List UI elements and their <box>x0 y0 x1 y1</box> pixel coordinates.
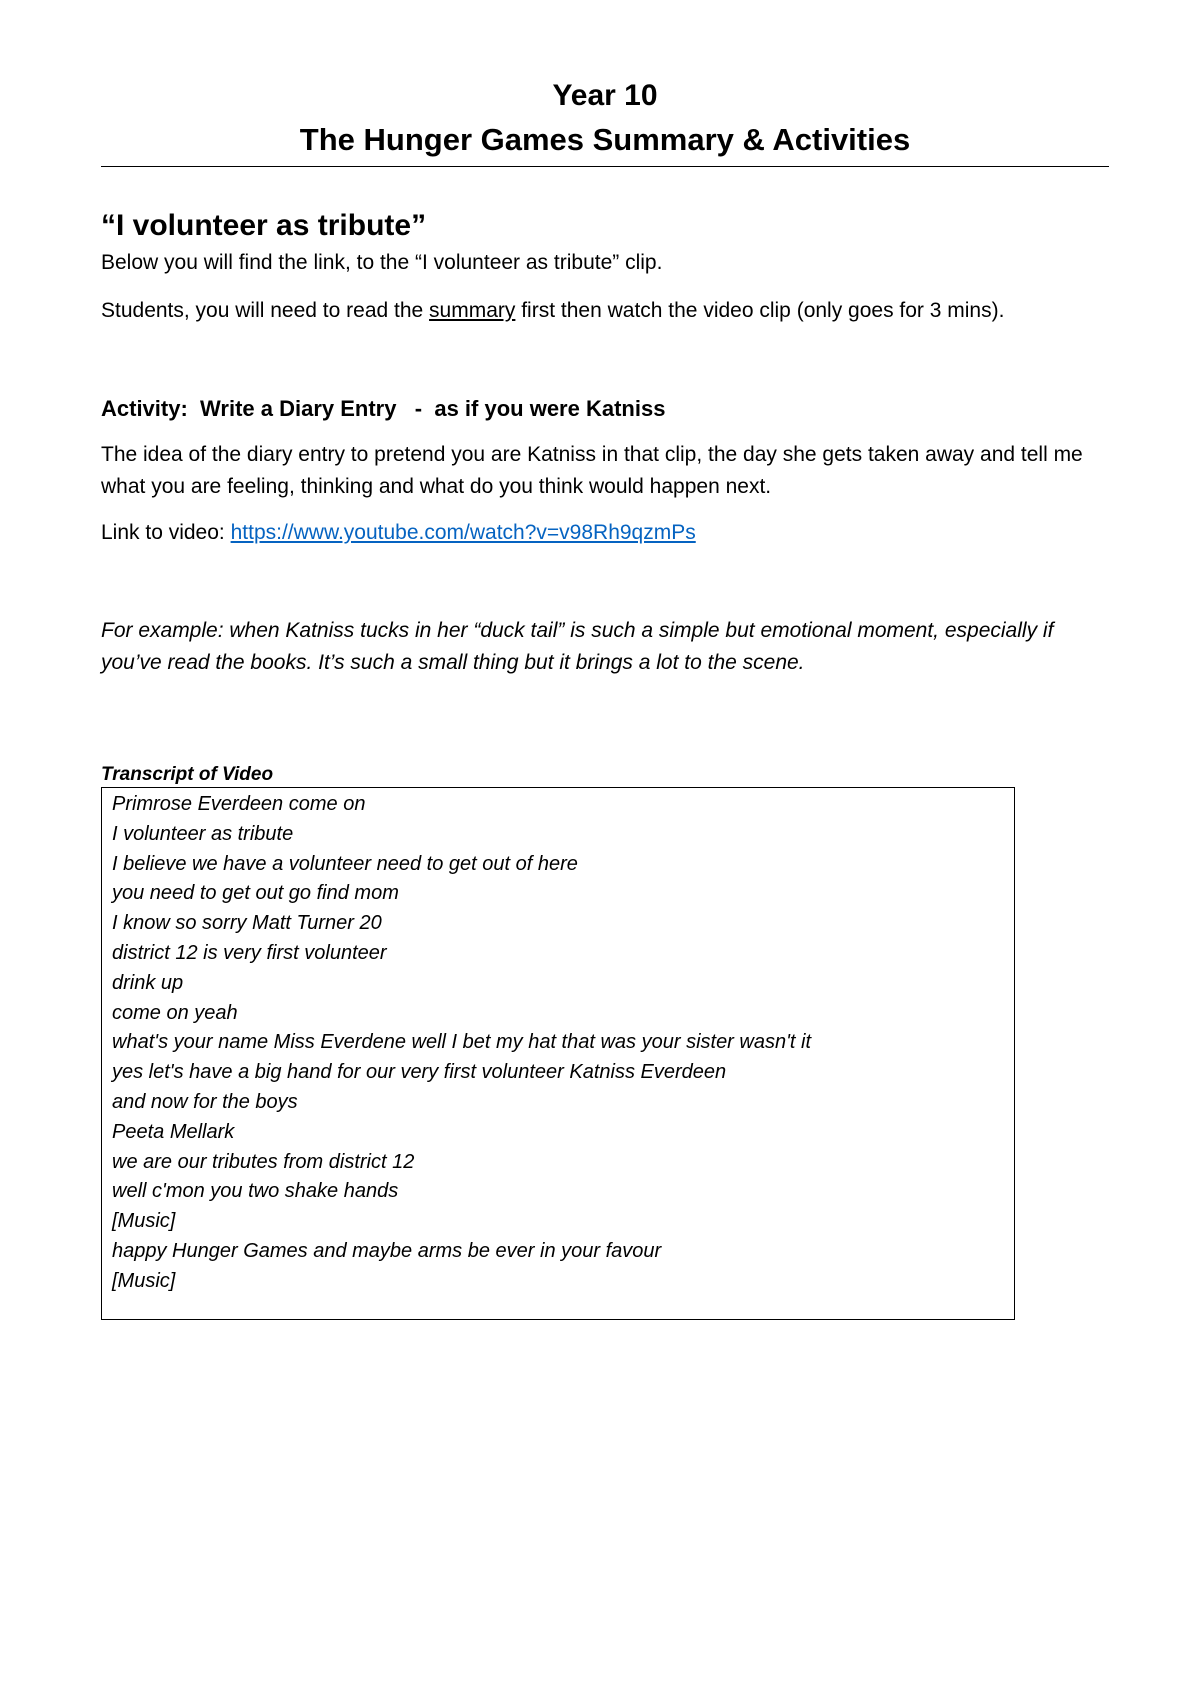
example-paragraph: For example: when Katniss tucks in her “duck tail” is such a simple but emotional moment, especially if you’ve read the books. It’s such a small thing but it brings a lot to the scene. <box>101 619 1054 674</box>
transcript-line: Primrose Everdeen come on <box>112 793 366 815</box>
transcript-line: happy Hunger Games and maybe arms be ever in your favour <box>112 1239 662 1262</box>
document-page <box>101 74 1109 1320</box>
year-heading: Year 10 <box>552 79 658 112</box>
document-title: The Hunger Games Summary & Activities <box>101 118 1109 167</box>
transcript-line: drink up <box>112 971 184 994</box>
transcript-line: I believe we have a volunteer need to get out of here <box>112 852 578 875</box>
transcript-line: and now for the boys <box>112 1090 298 1113</box>
transcript-line: you need to get out go find mom <box>112 882 399 905</box>
transcript-line: I volunteer as tribute <box>112 822 294 845</box>
video-link-line <box>101 517 1109 549</box>
section-heading-quote: “I volunteer as tribute” <box>101 209 427 242</box>
transcript-line: what's your name Miss Everdene well I bet my hat that was your sister wasn't it <box>112 1031 812 1054</box>
transcript-line: we are our tributes from district 12 <box>112 1150 415 1173</box>
transcript-line: yes let's have a big hand for our very first volunteer Katniss Everdeen <box>112 1061 727 1084</box>
transcript-line: district 12 is very first volunteer <box>112 941 387 964</box>
transcript-line: [Music] <box>112 1269 176 1292</box>
transcript-line: well c'mon you two shake hands <box>112 1180 399 1203</box>
video-link[interactable]: https://www.youtube.com/watch?v=v98Rh9qzmPs <box>230 521 696 544</box>
transcript-box <box>101 787 1015 1320</box>
activity-heading: Activity: Write a Diary Entry - as if you were Katniss <box>101 396 666 421</box>
video-link-label: Link to video: <box>101 521 231 544</box>
transcript-line: Peeta Mellark <box>112 1120 235 1143</box>
transcript-line: [Music] <box>112 1210 176 1233</box>
transcript-line: I know so sorry Matt Turner 20 <box>112 912 382 935</box>
activity-description: The idea of the diary entry to pretend you are Katniss in that clip, the day she gets taken away and tell me what you are feeling, thinking and what do you think would happen next. <box>101 443 1083 498</box>
transcript-line: come on yeah <box>112 1001 238 1024</box>
intro-line-2 <box>101 295 1109 327</box>
summary-underlined-text: summary <box>429 299 516 322</box>
transcript-label: Transcript of Video <box>101 764 274 785</box>
intro-line-2-end: first then watch the video clip (only goes for 3 mins). <box>515 299 1005 322</box>
intro-line-1: Below you will find the link, to the “I volunteer as tribute” clip. <box>101 251 663 274</box>
intro-line-2-start: Students, you will need to read the <box>101 299 430 322</box>
